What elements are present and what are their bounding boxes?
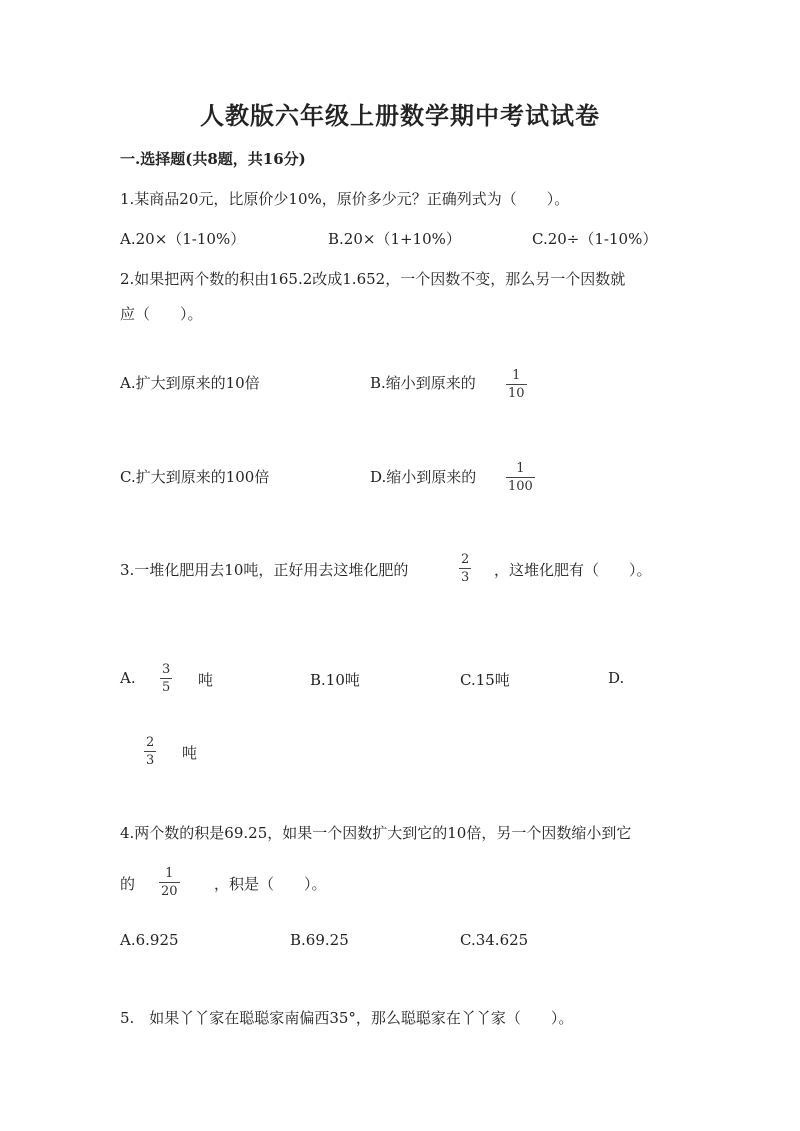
fraction-numerator: 2 [461, 552, 470, 567]
question-3-option-d-unit: 吨 [182, 744, 198, 762]
question-3-option-a-label: A. [120, 669, 136, 687]
question-2-option-b: B.缩小到原来的 [370, 374, 476, 392]
fraction-denominator: 20 [161, 884, 178, 899]
question-1-option-b: B.20×（1+10%） [328, 230, 461, 248]
question-2-text-line2: 应（ ）。 [120, 305, 203, 323]
fraction-denominator: 3 [461, 570, 470, 585]
question-5-text: 5. 如果丫丫家在聪聪家南偏西35°，那么聪聪家在丫丫家（ ）。 [120, 1009, 574, 1027]
fraction-numerator: 2 [146, 735, 155, 750]
fraction-bar [506, 477, 535, 478]
question-1-option-c: C.20÷（1-10%） [532, 230, 658, 248]
question-2-option-d: D.缩小到原来的 [370, 468, 477, 486]
question-4-fraction [159, 866, 180, 899]
question-3-option-b: B.10吨 [310, 671, 360, 689]
question-3-option-d-label: D. [608, 669, 625, 687]
question-1-option-a: A.20×（1-10%） [120, 230, 246, 248]
fraction-bar [144, 751, 156, 752]
question-4-option-c: C.34.625 [460, 931, 529, 949]
fraction-bar [160, 678, 172, 679]
fraction-bar [159, 882, 180, 883]
question-3-text-after: ，这堆化肥有（ ）。 [494, 561, 652, 579]
fraction-numerator: 1 [516, 461, 525, 476]
fraction-denominator: 5 [162, 680, 171, 695]
fraction-numerator: 3 [162, 662, 171, 677]
question-2-option-c: C.扩大到原来的100倍 [120, 468, 270, 486]
question-2-option-b-fraction [506, 368, 527, 401]
fraction-bar [506, 384, 527, 385]
question-4-option-b: B.69.25 [290, 931, 349, 949]
question-1-text: 1.某商品20元，比原价少10%，原价多少元？正确列式为（ ）。 [120, 190, 570, 208]
fraction-bar [459, 568, 471, 569]
question-3-option-d-fraction [144, 735, 156, 768]
section-heading: 一.选择题(共8题，共16分) [120, 150, 306, 168]
question-3-option-a-fraction [160, 662, 172, 695]
fraction-numerator: 1 [165, 866, 174, 881]
fraction-denominator: 10 [508, 386, 525, 401]
question-2-option-a: A.扩大到原来的10倍 [120, 374, 260, 392]
question-2-text-line1: 2.如果把两个数的积由165.2改成1.652，一个因数不变，那么另一个因数就 [120, 270, 626, 288]
page-title: 人教版六年级上册数学期中考试试卷 [200, 101, 600, 130]
fraction-denominator: 3 [146, 753, 155, 768]
question-3-option-a-unit: 吨 [198, 671, 214, 689]
fraction-denominator: 100 [508, 479, 533, 494]
question-3-text-before: 3.一堆化肥用去10吨，正好用去这堆化肥的 [120, 561, 409, 579]
fraction-numerator: 1 [512, 368, 521, 383]
question-4-text-line2-after: ，积是（ ）。 [214, 875, 327, 893]
question-4-option-a: A.6.925 [120, 931, 179, 949]
question-4-text-line2-before: 的 [120, 875, 136, 893]
question-3-option-c: C.15吨 [460, 671, 510, 689]
question-4-text-line1: 4.两个数的积是69.25，如果一个因数扩大到它的10倍，另一个因数缩小到它 [120, 824, 632, 842]
question-2-option-d-fraction [506, 461, 535, 494]
question-3-fraction [459, 552, 471, 585]
